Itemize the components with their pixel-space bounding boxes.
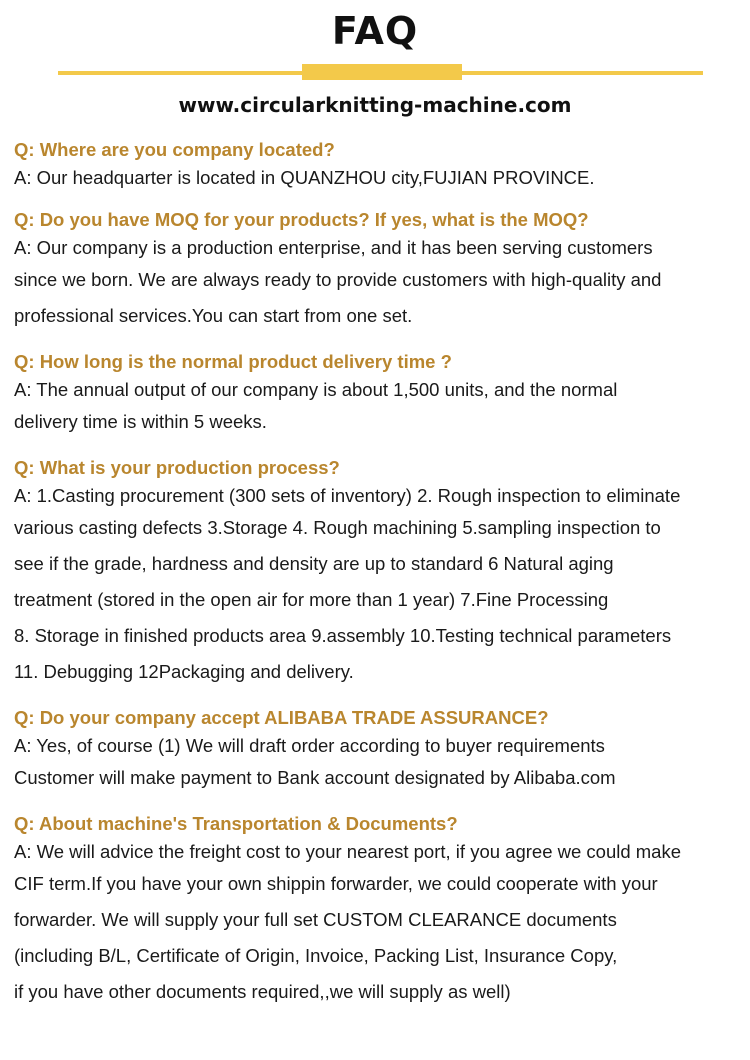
answer-line: A: Yes, of course (1) We will draft order according to buyer requirements — [14, 735, 605, 756]
answer-line: treatment (stored in the open air for more than 1 year) 7.Fine Processing — [14, 589, 609, 610]
faq-answer — [14, 482, 742, 690]
answer-line: since we born. We are always ready to provide customers with high-quality and — [14, 269, 662, 290]
answer-line: see if the grade, hardness and density are up to standard 6 Natural aging — [14, 553, 614, 574]
answer-line: A: Our headquarter is located in QUANZHOU city,FUJIAN PROVINCE. — [14, 167, 595, 188]
answer-line: 8. Storage in finished products area 9.assembly 10.Testing technical parameters — [14, 625, 672, 646]
faq-answer — [14, 164, 742, 192]
faq-question: Q: Where are you company located? — [14, 139, 335, 160]
faq-item — [14, 136, 742, 192]
faq-question: Q: Do you have MOQ for your products? If yes, what is the MOQ? — [14, 209, 589, 230]
faq-item — [14, 206, 742, 334]
faq-answer — [14, 234, 742, 334]
faq-list — [14, 136, 742, 1024]
faq-item — [14, 348, 742, 440]
answer-line: Customer will make payment to Bank account designated by Alibaba.com — [14, 767, 616, 788]
faq-answer — [14, 732, 742, 796]
faq-item — [14, 704, 742, 796]
faq-question: Q: Do your company accept ALIBABA TRADE ASSURANCE? — [14, 707, 549, 728]
answer-line: A: We will advice the freight cost to your nearest port, if you agree we could make — [14, 841, 682, 862]
faq-answer — [14, 376, 742, 440]
answer-line: delivery time is within 5 weeks. — [14, 411, 267, 432]
answer-line: A: Our company is a production enterprise, and it has been serving customers — [14, 237, 653, 258]
answer-line: (including B/L, Certificate of Origin, Invoice, Packing List, Insurance Copy, — [14, 945, 618, 966]
website-url: www.circularknitting-machine.com — [178, 93, 572, 117]
answer-line: various casting defects 3.Storage 4. Rough machining 5.sampling inspection to — [14, 517, 661, 538]
answer-line: CIF term.If you have your own shippin forwarder, we could cooperate with your — [14, 873, 658, 894]
faq-item — [14, 454, 742, 690]
faq-item — [14, 810, 742, 1010]
page-title: FAQ — [331, 9, 419, 53]
faq-answer — [14, 838, 742, 1010]
answer-line: A: The annual output of our company is about 1,500 units, and the normal — [14, 379, 618, 400]
answer-line: A: 1.Casting procurement (300 sets of inventory) 2. Rough inspection to eliminate — [14, 485, 681, 506]
faq-question: Q: What is your production process? — [14, 457, 340, 478]
answer-line: if you have other documents required,,we will supply as well) — [14, 981, 511, 1002]
answer-line: 11. Debugging 12Packaging and delivery. — [14, 661, 354, 682]
answer-line: professional services.You can start from one set. — [14, 305, 413, 326]
faq-question: Q: About machine's Transportation & Documents? — [14, 813, 458, 834]
title-underline-accent — [302, 64, 462, 80]
answer-line: forwarder. We will supply your full set CUSTOM CLEARANCE documents — [14, 909, 617, 930]
faq-question: Q: How long is the normal product delivery time ? — [14, 351, 452, 372]
